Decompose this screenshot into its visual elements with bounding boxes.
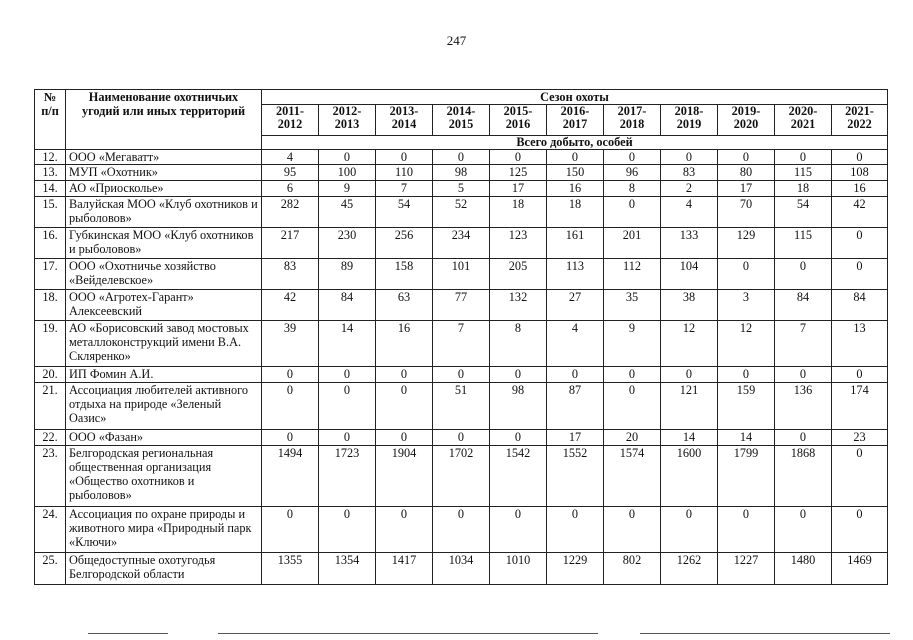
yield-value: 1542: [490, 446, 547, 507]
hunting-ground-name: АО «Приосколье»: [66, 181, 262, 197]
yield-value: 1417: [376, 553, 433, 585]
yield-value: 84: [832, 290, 888, 321]
page-number: 247: [446, 33, 467, 48]
yield-value: 20: [604, 430, 661, 446]
yield-value: 0: [661, 507, 718, 553]
yield-value: 18: [490, 197, 547, 228]
season-year-header: 2015- 2016: [490, 105, 547, 136]
yield-value: 0: [376, 507, 433, 553]
yield-value: 77: [433, 290, 490, 321]
yield-value: 0: [718, 507, 775, 553]
yield-value: 234: [433, 228, 490, 259]
hunting-ground-name: Валуйская МОО «Клуб охотников и рыболовов»: [66, 197, 262, 228]
row-number: 22.: [35, 430, 66, 446]
hunting-ground-name: Губкинская МОО «Клуб охотников и рыболовов»: [66, 228, 262, 259]
yield-value: 4: [661, 197, 718, 228]
table-row: [35, 430, 888, 446]
table-row: [35, 321, 888, 367]
yield-value: 1904: [376, 446, 433, 507]
yield-value: 0: [604, 197, 661, 228]
yield-value: 0: [490, 367, 547, 383]
yield-value: 3: [718, 290, 775, 321]
yield-value: 129: [718, 228, 775, 259]
hunting-yield-table: [34, 89, 888, 585]
table-row: [35, 259, 888, 290]
yield-value: 121: [661, 383, 718, 430]
yield-value: 0: [718, 367, 775, 383]
yield-value: 1354: [319, 553, 376, 585]
yield-value: 8: [604, 181, 661, 197]
yield-value: 54: [376, 197, 433, 228]
yield-value: 0: [376, 430, 433, 446]
yield-value: 13: [832, 321, 888, 367]
yield-value: 0: [661, 367, 718, 383]
season-year-header: 2019- 2020: [718, 105, 775, 136]
yield-value: 0: [319, 383, 376, 430]
yield-value: 0: [661, 150, 718, 165]
yield-value: 230: [319, 228, 376, 259]
yield-value: 1600: [661, 446, 718, 507]
yield-value: 83: [661, 165, 718, 181]
yield-value: 1227: [718, 553, 775, 585]
yield-value: 150: [547, 165, 604, 181]
yield-value: 45: [319, 197, 376, 228]
yield-value: 23: [832, 430, 888, 446]
yield-value: 174: [832, 383, 888, 430]
table-row: [35, 197, 888, 228]
yield-value: 4: [547, 321, 604, 367]
yield-value: 42: [262, 290, 319, 321]
yield-value: 7: [433, 321, 490, 367]
row-number: 16.: [35, 228, 66, 259]
yield-value: 0: [490, 507, 547, 553]
yield-value: 0: [547, 507, 604, 553]
yield-value: 8: [490, 321, 547, 367]
yield-value: 0: [262, 507, 319, 553]
yield-value: 12: [718, 321, 775, 367]
yield-value: 6: [262, 181, 319, 197]
yield-value: 16: [832, 181, 888, 197]
yield-value: 52: [433, 197, 490, 228]
yield-value: 0: [604, 150, 661, 165]
yield-value: 1355: [262, 553, 319, 585]
yield-value: 0: [319, 367, 376, 383]
yield-value: 89: [319, 259, 376, 290]
yield-value: 63: [376, 290, 433, 321]
yield-value: 9: [604, 321, 661, 367]
yield-value: 0: [775, 367, 832, 383]
yield-value: 87: [547, 383, 604, 430]
yield-value: 1262: [661, 553, 718, 585]
season-year-header: 2013- 2014: [376, 105, 433, 136]
yield-value: 110: [376, 165, 433, 181]
season-year-header: 2016- 2017: [547, 105, 604, 136]
yield-value: 83: [262, 259, 319, 290]
hunting-ground-name: МУП «Охотник»: [66, 165, 262, 181]
row-number: 20.: [35, 367, 66, 383]
hunting-ground-name: АО «Борисовский завод мостовых металлоконструкций имени В.А. Скляренко»: [66, 321, 262, 367]
season-year-header: 2018- 2019: [661, 105, 718, 136]
yield-value: 84: [775, 290, 832, 321]
yield-value: 0: [832, 150, 888, 165]
yield-value: 17: [490, 181, 547, 197]
yield-value: 101: [433, 259, 490, 290]
row-number: 13.: [35, 165, 66, 181]
col-number-header: № п/п: [35, 90, 66, 150]
yield-value: 7: [376, 181, 433, 197]
hunting-ground-name: Ассоциация по охране природы и животного мира «Природный парк «Ключи»: [66, 507, 262, 553]
yield-value: 123: [490, 228, 547, 259]
row-number: 25.: [35, 553, 66, 585]
yield-value: 0: [718, 150, 775, 165]
yield-value: 0: [718, 259, 775, 290]
yield-value: 133: [661, 228, 718, 259]
yield-value: 96: [604, 165, 661, 181]
yield-value: 0: [262, 430, 319, 446]
hunting-ground-name: Общедоступные охотугодья Белгородской области: [66, 553, 262, 585]
yield-value: 217: [262, 228, 319, 259]
yield-value: 1723: [319, 446, 376, 507]
row-number: 15.: [35, 197, 66, 228]
hunting-ground-name: Белгородская региональная общественная организация «Общество охотников и рыболовов»: [66, 446, 262, 507]
yield-value: 1480: [775, 553, 832, 585]
yield-value: 115: [775, 165, 832, 181]
season-year-header: 2012- 2013: [319, 105, 376, 136]
yield-value: 0: [775, 259, 832, 290]
yield-value: 0: [376, 367, 433, 383]
yield-value: 112: [604, 259, 661, 290]
yield-value: 1494: [262, 446, 319, 507]
yield-value: 113: [547, 259, 604, 290]
yield-value: 0: [604, 383, 661, 430]
yield-value: 0: [604, 507, 661, 553]
yield-value: 1229: [547, 553, 604, 585]
table-row: [35, 228, 888, 259]
yield-value: 84: [319, 290, 376, 321]
yield-value: 108: [832, 165, 888, 181]
yield-value: 0: [262, 383, 319, 430]
yield-value: 1702: [433, 446, 490, 507]
yield-value: 42: [832, 197, 888, 228]
yield-value: 38: [661, 290, 718, 321]
yield-value: 125: [490, 165, 547, 181]
season-year-header: 2017- 2018: [604, 105, 661, 136]
yield-value: 0: [775, 507, 832, 553]
yield-value: 0: [433, 367, 490, 383]
yield-value: 0: [832, 259, 888, 290]
yield-value: 0: [433, 150, 490, 165]
hunting-ground-name: ООО «Мегаватт»: [66, 150, 262, 165]
yield-value: 7: [775, 321, 832, 367]
yield-value: 16: [376, 321, 433, 367]
yield-value: 17: [718, 181, 775, 197]
yield-value: 14: [319, 321, 376, 367]
yield-value: 1034: [433, 553, 490, 585]
season-year-header: 2014- 2015: [433, 105, 490, 136]
yield-value: 161: [547, 228, 604, 259]
yield-value: 17: [547, 430, 604, 446]
yield-value: 35: [604, 290, 661, 321]
row-number: 14.: [35, 181, 66, 197]
footer-rule: [0, 630, 913, 638]
yield-value: 0: [604, 367, 661, 383]
table-row: [35, 383, 888, 430]
yield-value: 0: [832, 367, 888, 383]
yield-value: 0: [490, 430, 547, 446]
col-name-header: Наименование охотничьих угодий или иных территорий: [66, 90, 262, 150]
yield-value: 0: [433, 507, 490, 553]
row-number: 24.: [35, 507, 66, 553]
yield-value: 0: [376, 383, 433, 430]
yield-value: 0: [490, 150, 547, 165]
yield-value: 0: [832, 446, 888, 507]
yield-value: 115: [775, 228, 832, 259]
yield-value: 18: [775, 181, 832, 197]
hunting-ground-name: ООО «Агротех-Гарант» Алексеевский: [66, 290, 262, 321]
yield-value: 14: [661, 430, 718, 446]
yield-value: 0: [775, 150, 832, 165]
yield-value: 0: [547, 150, 604, 165]
row-number: 19.: [35, 321, 66, 367]
hunting-ground-name: Ассоциация любителей активного отдыха на природе «Зеленый Оазис»: [66, 383, 262, 430]
row-number: 18.: [35, 290, 66, 321]
hunting-ground-name: ООО «Охотничье хозяйство «Вейделевское»: [66, 259, 262, 290]
yield-value: 9: [319, 181, 376, 197]
yield-value: 136: [775, 383, 832, 430]
yield-value: 4: [262, 150, 319, 165]
yield-value: 2: [661, 181, 718, 197]
yield-value: 256: [376, 228, 433, 259]
yield-value: 0: [433, 430, 490, 446]
yield-value: 104: [661, 259, 718, 290]
yield-value: 54: [775, 197, 832, 228]
yield-value: 70: [718, 197, 775, 228]
yield-value: 27: [547, 290, 604, 321]
yield-value: 95: [262, 165, 319, 181]
yield-value: 132: [490, 290, 547, 321]
yield-value: 0: [832, 507, 888, 553]
yield-value: 159: [718, 383, 775, 430]
hunting-ground-name: ИП Фомин А.И.: [66, 367, 262, 383]
yield-value: 158: [376, 259, 433, 290]
yield-value: 205: [490, 259, 547, 290]
total-caught-header: Всего добыто, особей: [262, 136, 888, 150]
hunting-ground-name: ООО «Фазан»: [66, 430, 262, 446]
row-number: 17.: [35, 259, 66, 290]
table-row: [35, 446, 888, 507]
yield-value: 16: [547, 181, 604, 197]
table-row: [35, 553, 888, 585]
season-year-header: 2021- 2022: [832, 105, 888, 136]
season-year-header: 2011- 2012: [262, 105, 319, 136]
yield-value: 1799: [718, 446, 775, 507]
yield-value: 0: [262, 367, 319, 383]
yield-value: 1010: [490, 553, 547, 585]
yield-value: 0: [547, 367, 604, 383]
table-row: [35, 165, 888, 181]
table-row: [35, 181, 888, 197]
table-row: [35, 290, 888, 321]
table-row: [35, 150, 888, 165]
yield-value: 0: [775, 430, 832, 446]
yield-value: 5: [433, 181, 490, 197]
yield-value: 0: [319, 430, 376, 446]
yield-value: 0: [319, 507, 376, 553]
table-row: [35, 367, 888, 383]
table-row: [35, 507, 888, 553]
yield-value: 98: [433, 165, 490, 181]
yield-value: 1868: [775, 446, 832, 507]
yield-value: 282: [262, 197, 319, 228]
yield-value: 1469: [832, 553, 888, 585]
yield-value: 14: [718, 430, 775, 446]
season-year-header: 2020- 2021: [775, 105, 832, 136]
yield-value: 12: [661, 321, 718, 367]
yield-value: 0: [376, 150, 433, 165]
yield-value: 51: [433, 383, 490, 430]
yield-value: 80: [718, 165, 775, 181]
yield-value: 1552: [547, 446, 604, 507]
row-number: 23.: [35, 446, 66, 507]
yield-value: 1574: [604, 446, 661, 507]
yield-value: 39: [262, 321, 319, 367]
yield-value: 100: [319, 165, 376, 181]
row-number: 21.: [35, 383, 66, 430]
row-number: 12.: [35, 150, 66, 165]
season-header: Сезон охоты: [262, 90, 888, 105]
yield-value: 802: [604, 553, 661, 585]
yield-value: 98: [490, 383, 547, 430]
yield-value: 201: [604, 228, 661, 259]
yield-value: 0: [832, 228, 888, 259]
yield-value: 0: [319, 150, 376, 165]
yield-value: 18: [547, 197, 604, 228]
